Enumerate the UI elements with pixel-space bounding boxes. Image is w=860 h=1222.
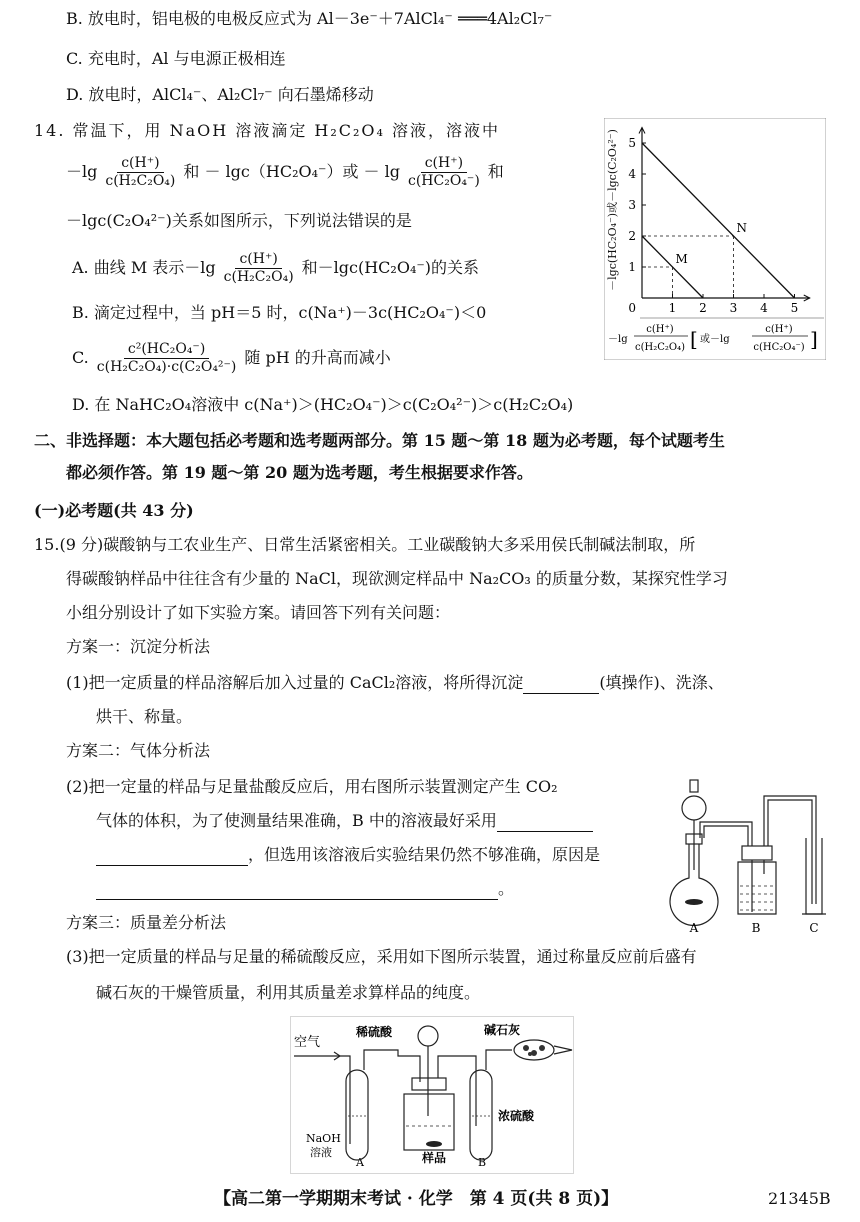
xlabel-frac1-den: c(H₂C₂O₄) bbox=[635, 342, 685, 353]
chart-axes bbox=[639, 128, 810, 302]
q14-stem2-c: 和 bbox=[487, 162, 504, 181]
drying-tube-outlet bbox=[554, 1046, 572, 1054]
y-tick-label: 1 bbox=[628, 260, 636, 274]
q15-plan1-title: 方案一：沉淀分析法 bbox=[66, 637, 211, 656]
q14-opta-text-a: A. 曲线 M 表示－lg bbox=[72, 258, 216, 277]
answer-blank-2c[interactable] bbox=[96, 883, 498, 900]
q15-plan2-title: 方案二：气体分析法 bbox=[66, 741, 211, 760]
answer-blank-2a[interactable] bbox=[497, 815, 593, 832]
x-tick-label: 4 bbox=[760, 301, 768, 315]
q14-optc-frac-den: c(H₂C₂O₄)·c(C₂O₄²⁻) bbox=[96, 358, 237, 375]
q14-option-d: D. 在 NaHC₂O₄溶液中 c(Na⁺)＞(HC₂O₄⁻)＞c(C₂O₄²⁻)＞c(H₂C₂O₄) bbox=[72, 395, 574, 414]
apparatus-label-a: A bbox=[689, 921, 699, 935]
q14-fraction-2 bbox=[404, 155, 484, 190]
x-tick-label: 2 bbox=[699, 301, 707, 315]
xlabel-frac2-num: c(H⁺) bbox=[765, 324, 793, 335]
y-tick-label: 4 bbox=[628, 167, 636, 181]
chart-series bbox=[642, 143, 795, 298]
q14-frac1-den: c(H₂C₂O₄) bbox=[105, 172, 176, 189]
label-conc-sulfuric-acid: 浓硫酸 bbox=[498, 1109, 535, 1123]
measuring-cylinder-c bbox=[806, 838, 822, 914]
point-label-M: M bbox=[675, 252, 688, 266]
connecting-tube-ab-inner bbox=[704, 826, 748, 846]
series-line-N bbox=[642, 143, 795, 298]
tube-a bbox=[346, 1070, 368, 1160]
answer-blank-1[interactable] bbox=[523, 677, 599, 694]
q14-stem-line2 bbox=[66, 150, 504, 194]
q14-option-c bbox=[72, 336, 391, 380]
label-air: 空气 bbox=[294, 1035, 321, 1050]
q15-plan3-title: 方案三：质量差分析法 bbox=[66, 913, 227, 932]
tube-b bbox=[470, 1070, 492, 1160]
q15-part1-text-a: (1)把一定质量的样品溶解后加入过量的 CaCl₂溶液，将所得沉淀 bbox=[66, 673, 524, 692]
soda-lime-granules bbox=[523, 1045, 545, 1056]
label-sample: 样品 bbox=[422, 1151, 447, 1165]
q14-stem-line1: 14. 常温下，用 NaOH 溶液滴定 H₂C₂O₄ 溶液，溶液中 bbox=[34, 121, 501, 140]
q15-part2-text-c: ，但选用该溶液后实验结果仍然不够准确，原因是 bbox=[248, 845, 601, 864]
q15-part2-line1: (2)把一定量的样品与足量盐酸反应后，用右图所示装置测定产生 CO₂ bbox=[66, 777, 558, 796]
label-naoh-solution: 溶液 bbox=[310, 1146, 332, 1159]
xlabel-prefix-1: －lg bbox=[608, 334, 628, 345]
q15-part1-line1 bbox=[66, 672, 724, 694]
origin-label: 0 bbox=[628, 301, 636, 315]
tube-a-to-bottle bbox=[364, 1050, 420, 1082]
xlabel-frac2-den: c(HC₂O₄⁻) bbox=[753, 342, 805, 353]
bottle-stopper bbox=[412, 1078, 446, 1090]
part2-heading-line2: 都必须作答。第 19 题～第 20 题为选考题，考生根据要求作答。 bbox=[66, 463, 533, 482]
page-footer bbox=[0, 1188, 860, 1214]
q14-opta-frac-num: c(H⁺) bbox=[235, 251, 281, 269]
q14-stem-line3: －lgc(C₂O₄²⁻)关系如图所示，下列说法错误的是 bbox=[66, 211, 412, 230]
chart-ticks bbox=[628, 136, 798, 315]
apparatus-label-b: B bbox=[751, 921, 761, 935]
answer-blank-2b[interactable] bbox=[96, 849, 248, 866]
q15-part1-text-b: (填操作)、洗涤、 bbox=[599, 673, 724, 692]
xlabel-prefix-2: 或－lg bbox=[700, 334, 730, 345]
q14-optc-text-b: 随 pH 的升高而减小 bbox=[244, 348, 391, 367]
q14-stem2-a: －lg bbox=[66, 162, 98, 181]
q15-part1-line2: 烘干、称量。 bbox=[96, 707, 193, 726]
xlabel-frac1-num: c(H⁺) bbox=[646, 324, 674, 335]
q15-part2-text-b: 气体的体积，为了使测量结果准确，B 中的溶液最好采用 bbox=[96, 811, 497, 830]
q14-optc-frac-num: c²(HC₂O₄⁻) bbox=[124, 341, 209, 359]
chart-y-axis-label: －lgc(HC₂O₄⁻)或－lgc(C₂O₄²⁻) bbox=[606, 129, 619, 291]
q15-intro-line1: 15.(9 分)碳酸钠与工农业生产、日常生活紧密相关。工业碳酸钠大多采用侯氏制碱法制取，所 bbox=[34, 535, 696, 554]
q14-optc-text-a: C. bbox=[72, 348, 89, 367]
series-line-M bbox=[642, 236, 703, 298]
gas-measurement-apparatus bbox=[664, 774, 828, 936]
label-soda-lime: 碱石灰 bbox=[484, 1023, 521, 1037]
flask-a-sample bbox=[685, 899, 703, 905]
tube-a-inlet bbox=[340, 1056, 350, 1144]
q15-part2-line4 bbox=[96, 878, 514, 900]
q14-frac2-den: c(HC₂O₄⁻) bbox=[408, 172, 480, 189]
mass-difference-apparatus bbox=[290, 1016, 574, 1174]
reaction-bottle bbox=[404, 1094, 454, 1150]
q14-option-a bbox=[72, 246, 479, 290]
label-tube-a: A bbox=[356, 1156, 364, 1169]
bottle-b bbox=[738, 862, 776, 914]
footer-code: 21345B bbox=[768, 1189, 831, 1208]
q13-option-d: D. 放电时，AlCl₄⁻、Al₂Cl₇⁻ 向石墨烯移动 bbox=[66, 85, 374, 104]
part2-subheading: (一)必考题(共 43 分) bbox=[34, 501, 194, 520]
q15-part2-line2 bbox=[96, 810, 593, 832]
xlabel-right-bracket: ] bbox=[810, 327, 818, 351]
q14-opta-frac-den: c(H₂C₂O₄) bbox=[223, 268, 294, 285]
xlabel-left-bracket: [ bbox=[690, 327, 698, 351]
y-tick-label: 3 bbox=[628, 198, 636, 212]
label-naoh: NaOH bbox=[306, 1132, 341, 1145]
q14-frac2-num: c(H⁺) bbox=[421, 155, 467, 173]
label-tube-b: B bbox=[478, 1156, 487, 1169]
q15-intro-line3: 小组分别设计了如下实验方案。请回答下列有关问题： bbox=[66, 603, 451, 622]
q15-part2-text-d: 。 bbox=[498, 879, 515, 898]
q13-option-c: C. 充电时，Al 与电源正极相连 bbox=[66, 49, 286, 68]
x-tick-label: 3 bbox=[729, 301, 738, 315]
y-tick-label: 2 bbox=[628, 229, 636, 243]
label-dilute-sulfuric-acid: 稀硫酸 bbox=[356, 1025, 393, 1039]
y-tick-label: 5 bbox=[628, 136, 636, 150]
q13-option-b: B. 放电时，铝电极的电极反应式为 Al－3e⁻＋7AlCl₄⁻ ═══4Al₂Cl₇⁻ bbox=[66, 9, 553, 28]
x-tick-label: 5 bbox=[790, 301, 799, 315]
q14-chart bbox=[604, 118, 826, 360]
q14-stem2-b: 和 － lgc（HC₂O₄⁻）或 － lg bbox=[183, 162, 400, 181]
chart-x-axis-label bbox=[608, 324, 818, 353]
q15-part3-line2: 碱石灰的干燥管质量，利用其质量差求算样品的纯度。 bbox=[96, 983, 481, 1002]
tube-b-outlet bbox=[486, 1050, 512, 1070]
bottle-sample bbox=[426, 1141, 442, 1147]
q15-part3-line1: (3)把一定质量的样品与足量的稀硫酸反应，采用如下图所示装置，通过称量反应前后盛有 bbox=[66, 947, 697, 966]
q14-opta-text-b: 和－lgc(HC₂O₄⁻)的关系 bbox=[301, 258, 480, 277]
x-tick-label: 1 bbox=[668, 301, 677, 315]
bottle-b-stopper bbox=[742, 846, 772, 860]
point-label-N: N bbox=[736, 221, 747, 235]
separatory-funnel-bulb bbox=[682, 796, 706, 820]
acid-funnel bbox=[418, 1026, 438, 1046]
apparatus-label-c: C bbox=[809, 921, 819, 935]
part2-heading-line1: 二、非选择题：本大题包括必考题和选考题两部分。第 15 题～第 18 题为必考题，每个试题考生 bbox=[34, 431, 725, 450]
q14-optc-fraction bbox=[93, 341, 241, 376]
q15-part2-line3 bbox=[96, 844, 600, 866]
footer-title: 【高二第一学期期末考试 · 化学 第 4 页(共 8 页)】 bbox=[214, 1189, 619, 1209]
q14-fraction-1 bbox=[101, 155, 179, 190]
q14-opta-fraction bbox=[220, 251, 298, 286]
q15-intro-line2: 得碳酸钠样品中往往含有少量的 NaCl，现欲测定样品中 Na₂CO₃ 的质量分数，某探究性学习 bbox=[66, 569, 728, 588]
bottle-b-liquid bbox=[740, 886, 774, 910]
funnel-stopper bbox=[690, 780, 698, 792]
q14-frac1-num: c(H⁺) bbox=[117, 155, 163, 173]
chart-points bbox=[676, 221, 748, 266]
q14-option-b: B. 滴定过程中，当 pH＝5 时，c(Na⁺)－3c(HC₂O₄⁻)＜0 bbox=[72, 303, 487, 322]
chart-guides bbox=[642, 236, 734, 298]
